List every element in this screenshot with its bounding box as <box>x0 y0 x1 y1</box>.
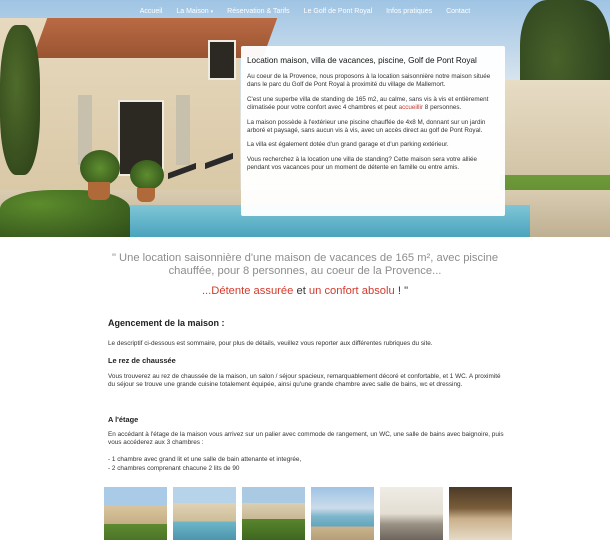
tagline-red: ...Détente assurée <box>201 285 294 297</box>
section-heading: Agencement de la maison : <box>108 318 225 328</box>
gallery-thumbnail[interactable] <box>104 487 167 540</box>
hero-pot <box>88 182 110 200</box>
nav-item-label: Réservation & Tarifs <box>227 7 290 15</box>
hero-tree-left <box>0 25 40 175</box>
bullet-item: - 1 chambre avec grand lit et une salle de bain attenante et integrée, <box>108 456 302 463</box>
intro-paragraph: La villa est également dotée d'un grand garage et d'un parking extérieur. <box>247 141 449 149</box>
nav-item-infos[interactable] <box>379 8 439 15</box>
hero-window-upper <box>208 40 236 80</box>
intro-paragraph <box>247 96 497 113</box>
bullet-item: - 2 chambres comprenant chacune 2 lits de 90 <box>108 465 240 472</box>
rdc-text: Vous trouverez au rez de chaussée de la maison, un salon / séjour spacieux, remarquablement décoré et confortable, et 1 WC. A proximité du séjour se trouve une grande cuisine totalement équipée, ainsi qu'une grande chambre avec salle de bains, wc et dressing. <box>108 373 501 389</box>
intro-text: 8 personnes. <box>423 104 462 112</box>
hero-house-right <box>500 80 610 190</box>
hero-pot <box>137 188 155 202</box>
intro-paragraph: La maison possède à l'extérieur une piscine chauffée de 4x8 M, donnant sur un jardin arboré et paysagé, sans aucun vis à vis, avec un accès direct au golf de Pont Royal. <box>247 118 486 135</box>
hero-plant <box>130 160 164 190</box>
nav-item-contact[interactable] <box>439 8 477 15</box>
nav-item-la-maison[interactable] <box>169 8 220 15</box>
gallery-thumbnail[interactable] <box>311 487 374 540</box>
intro-title: Location maison, villa de vacances, piscine, Golf de Pont Royal <box>247 56 477 65</box>
gallery-thumbnail[interactable] <box>242 487 305 540</box>
tagline-text: et <box>293 285 309 297</box>
nav-item-label: La Maison <box>176 7 209 15</box>
intro-text: C'est une superbe villa de standing de 165 m2, au calme, sans vis à vis et entièrement climatisée pour votre confort avec 4 chambres et peut <box>247 95 489 112</box>
accueillir-link[interactable]: accueillir <box>398 104 424 112</box>
chevron-down-icon: ▾ <box>210 8 214 15</box>
nav-item-label: Contact <box>446 7 471 15</box>
nav-item-accueil[interactable] <box>133 8 170 15</box>
photo-gallery <box>104 487 512 540</box>
intro-note: Le descriptif ci-dessous est sommaire, pour plus de détails, veuillez vous reporter aux différentes rubriques du site. <box>108 340 433 347</box>
tagline-text: ! " <box>394 285 409 297</box>
etage-text: En accédant à l'étage de la maison vous arrivez sur un palier avec commode de rangement, un WC, une salle de bains avec baignoire, puis vous accéderez aux 3 chambres : <box>108 431 504 447</box>
tagline <box>95 285 515 297</box>
tagline-red: un confort absolu <box>308 285 395 297</box>
etage-heading: A l'étage <box>108 415 139 424</box>
rdc-heading: Le rez de chaussée <box>108 356 176 365</box>
main-nav <box>0 0 610 22</box>
nav-item-label: Infos pratiques <box>386 7 433 15</box>
intro-paragraph: Au coeur de la Provence, nous proposons à la location saisonnière notre maison située dans le parc du Golf de Pont Royal à proximité du village de Mallemort. <box>247 73 491 89</box>
nav-item-golf[interactable] <box>297 8 380 15</box>
intro-paragraph: Vous recherchez à la location une villa de standing? Cette maison sera votre alliée pendant vos vacances pour un moment de détente en famille ou entre amis. <box>247 155 477 172</box>
hero-bush <box>0 190 130 237</box>
quote-text: " Une location saisonnière d'une maison de vacances de 165 m², avec piscine chauffée, pour 8 personnes, au coeur de la Provence... <box>111 252 499 277</box>
intro-panel <box>241 46 505 216</box>
nav-item-label: Le Golf de Pont Royal <box>303 7 373 15</box>
gallery-thumbnail[interactable] <box>380 487 443 540</box>
hero-shutter <box>176 95 190 165</box>
hero-plant <box>80 150 120 186</box>
nav-item-label: Accueil <box>139 7 163 15</box>
gallery-thumbnail[interactable] <box>173 487 236 540</box>
gallery-thumbnail[interactable] <box>449 487 512 540</box>
nav-item-reservation[interactable] <box>220 8 297 15</box>
